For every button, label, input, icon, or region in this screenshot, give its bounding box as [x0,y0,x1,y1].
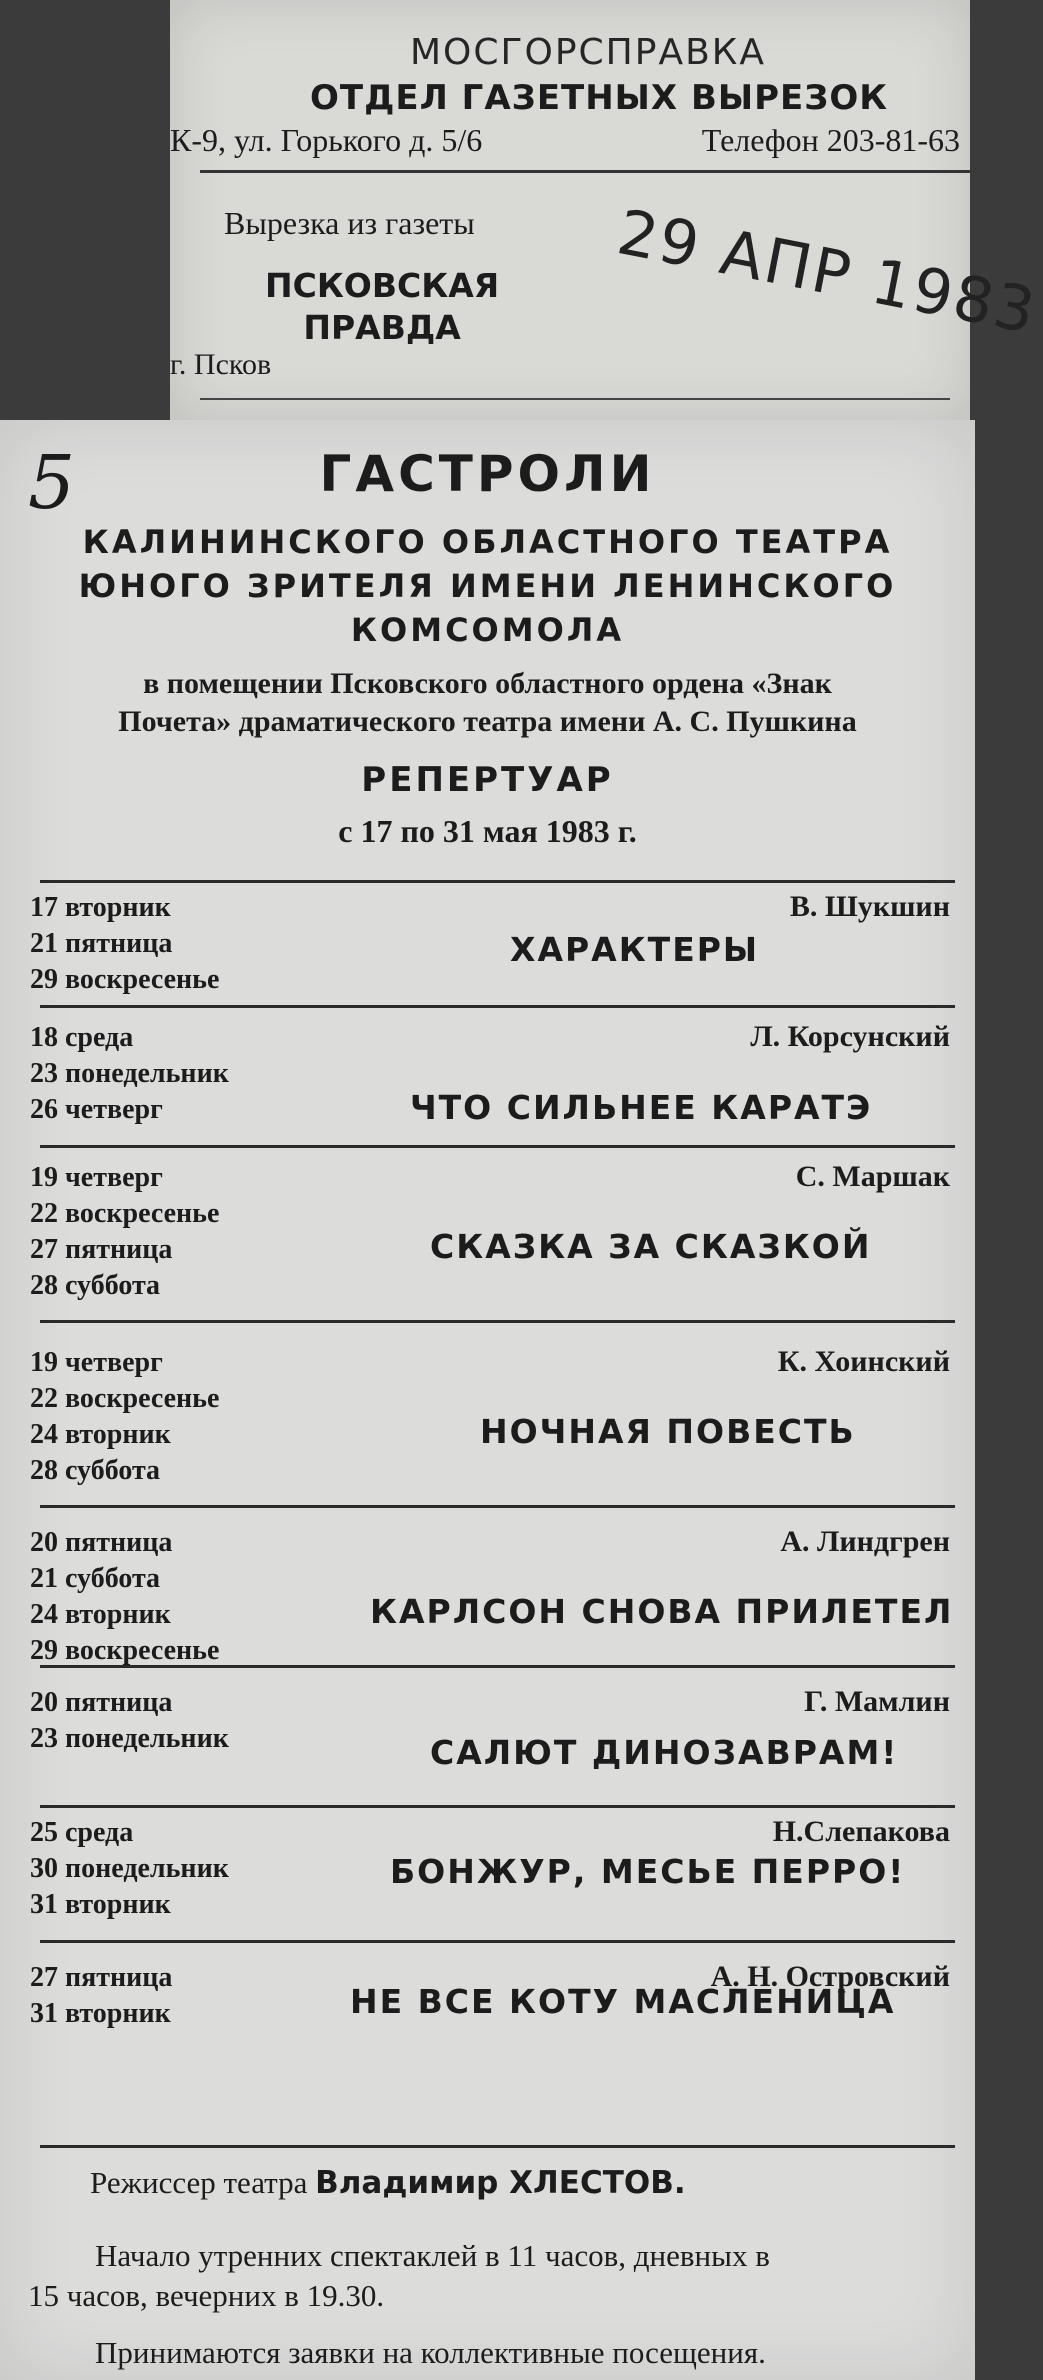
play-title: ХАРАКТЕРЫ [510,930,760,969]
performance-date: 20 пятница [30,1687,173,1718]
repertoire-divider [40,1320,955,1323]
performance-date: 28 суббота [30,1455,161,1486]
cut-from-label: Вырезка из газеты [224,205,475,241]
performance-date: 25 среда [30,1817,134,1848]
performance-date: 27 пятница [30,1234,173,1265]
performance-date: 30 понедельник [30,1853,229,1884]
play-author: К. Хоинский [777,1345,950,1378]
newspaper-name-line1: ПСКОВСКАЯ [265,266,500,305]
stamp-divider [200,170,970,173]
performance-date: 23 понедельник [30,1058,229,1089]
play-author: А. Линдгрен [780,1525,950,1558]
performance-date: 26 четверг [30,1094,163,1125]
newspaper-city: г. Псков [170,348,272,381]
performance-dates [30,1020,229,1128]
handwritten-date: 29 АПР 1983 [611,195,1043,348]
announcement-title: ГАСТРОЛИ [319,445,656,503]
director-line [90,2165,686,2201]
footer-divider [40,2145,955,2148]
performance-dates [30,890,219,998]
play-title: КАРЛСОН СНОВА ПРИЛЕТЕЛ [370,1592,954,1631]
director-name: Владимир ХЛЕСТОВ. [315,2165,686,2201]
play-title: НЕ ВСЕ КОТУ МАСЛЕНИЦА [350,1982,896,2021]
repertoire-divider [40,880,955,883]
start-times-line1: Начало утренних спектаклей в 11 часов, дневных в [95,2238,770,2273]
theatre-name-line2: ЮНОГО ЗРИТЕЛЯ ИМЕНИ ЛЕНИНСКОГО [78,567,897,605]
performance-date: 21 суббота [30,1563,161,1594]
newspaper-name-line2: ПРАВДА [303,308,461,347]
performance-dates [30,1345,219,1489]
performance-dates [30,1525,219,1669]
performance-date: 19 четверг [30,1347,163,1378]
collective-visits-note: Принимаются заявки на коллективные посещения. [95,2335,766,2370]
handwritten-number: 5 [28,440,76,526]
play-title: СКАЗКА ЗА СКАЗКОЙ [430,1227,872,1266]
performance-dates [30,1960,172,2032]
performance-date: 21 пятница [30,928,173,959]
clipping-service-stamp [170,0,1043,420]
performance-date: 22 воскресенье [30,1383,220,1414]
performance-date: 29 воскресенье [30,1635,220,1666]
start-times-line2: 15 часов, вечерних в 19.30. [28,2278,385,2313]
play-title: БОНЖУР, МЕСЬЕ ПЕРРО! [390,1852,906,1891]
repertoire-divider [40,1005,955,1008]
play-author: Л. Корсунский [750,1020,950,1053]
repertoire-heading: РЕПЕРТУАР [361,760,614,800]
performance-date: 17 вторник [30,892,171,923]
repertoire-divider [40,1665,955,1668]
performance-date: 23 понедельник [30,1723,229,1754]
agency-address: К-9, ул. Горького д. 5/6 [170,122,483,158]
venue-description [0,665,975,741]
performance-dates [30,1685,229,1757]
performance-date: 22 воскресенье [30,1198,220,1229]
venue-line2: Почета» драматического театра имени А. С. Пушкина [118,705,857,738]
performance-dates [30,1160,219,1304]
performance-date: 24 вторник [30,1599,171,1630]
play-title: ЧТО СИЛЬНЕЕ КАРАТЭ [410,1088,873,1127]
play-title: САЛЮТ ДИНОЗАВРАМ! [430,1733,899,1772]
theatre-name-line3: КОМСОМОЛА [350,611,625,649]
performance-date: 19 четверг [30,1162,163,1193]
director-label: Режиссер театра [90,2165,308,2200]
department-name: ОТДЕЛ ГАЗЕТНЫХ ВЫРЕЗОК [310,78,889,118]
performance-date: 28 суббота [30,1270,161,1301]
venue-line1: в помещении Псковского областного ордена «Знак [143,667,832,700]
play-title: НОЧНАЯ ПОВЕСТЬ [480,1412,856,1451]
theatre-name-line1: КАЛИНИНСКОГО ОБЛАСТНОГО ТЕАТРА [82,523,893,561]
repertoire-period: с 17 по 31 мая 1983 г. [338,813,637,849]
play-author: Г. Мамлин [804,1685,950,1718]
performance-date: 29 воскресенье [30,964,220,995]
performance-date: 18 среда [30,1022,134,1053]
performance-date: 20 пятница [30,1527,173,1558]
performance-date: 31 вторник [30,1998,171,2029]
play-author: В. Шукшин [789,890,950,923]
repertoire-divider [40,1145,955,1148]
repertoire-divider [40,1805,955,1808]
play-author: Н.Слепакова [772,1815,950,1848]
newspaper-name [265,265,499,349]
play-author: А. Н. Островский [710,1960,950,1993]
theatre-name [0,520,975,652]
agency-name: МОСГОРСПРАВКА [410,32,766,73]
repertoire-divider [40,1505,955,1508]
play-author: С. Маршак [795,1160,950,1193]
performance-date: 31 вторник [30,1889,171,1920]
agency-phone: Телефон 203-81-63 [701,122,960,158]
performance-dates [30,1815,229,1923]
repertoire-divider [40,1940,955,1943]
stamp-bottom-rule [200,398,950,400]
performance-date: 27 пятница [30,1962,173,1993]
newspaper-clipping [0,420,975,2380]
performance-date: 24 вторник [30,1419,171,1450]
